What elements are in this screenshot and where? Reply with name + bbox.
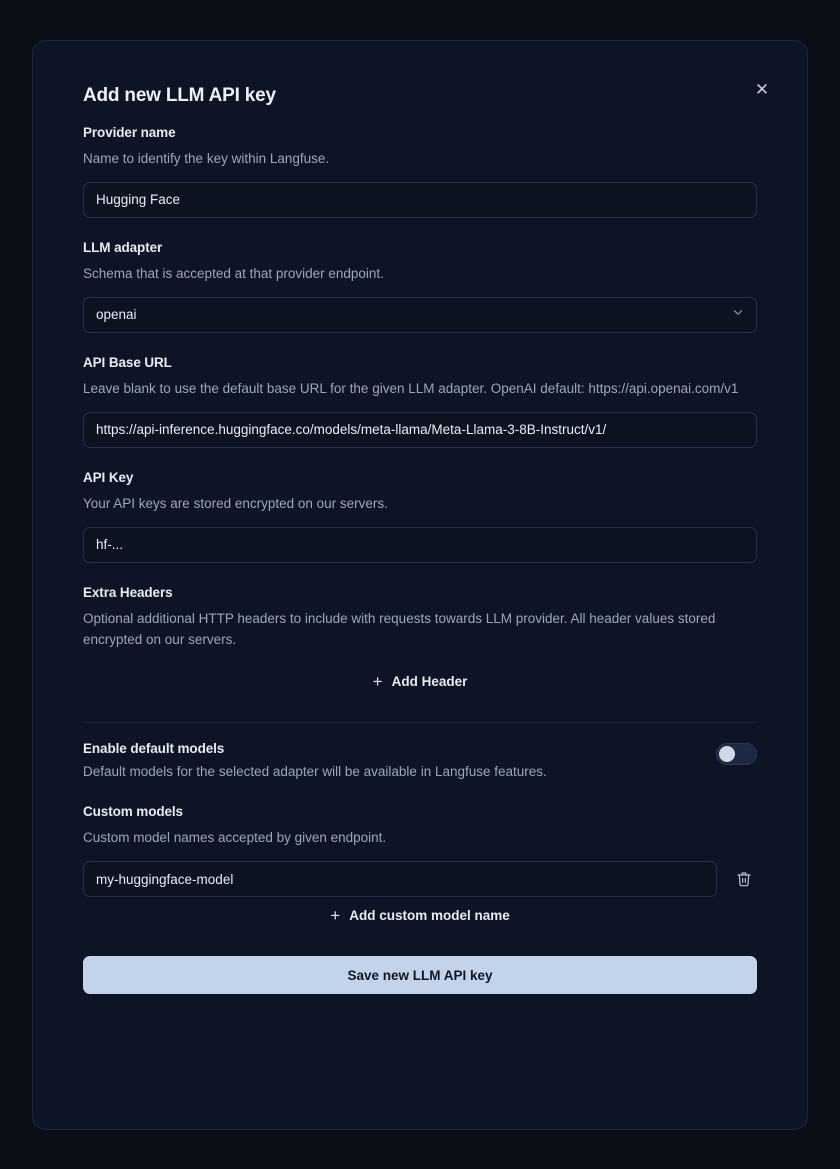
plus-icon: + <box>372 671 383 691</box>
add-custom-model-button[interactable] <box>83 897 757 934</box>
plus-icon: + <box>330 906 341 926</box>
custom-model-row <box>83 861 757 897</box>
add-header-label: Add Header <box>391 673 468 689</box>
api-base-url-field <box>83 355 757 448</box>
custom-models-field <box>83 804 757 934</box>
api-base-url-label: API Base URL <box>83 354 172 370</box>
enable-default-models-toggle[interactable] <box>716 743 757 765</box>
add-header-button[interactable] <box>83 663 757 700</box>
provider-name-description: Name to identify the key within Langfuse. <box>83 151 330 166</box>
api-key-description: Your API keys are stored encrypted on our servers. <box>83 495 388 511</box>
divider <box>83 722 757 723</box>
enable-default-models-label: Enable default models <box>83 740 225 756</box>
trash-icon[interactable] <box>731 866 757 892</box>
custom-model-input[interactable] <box>83 861 717 897</box>
provider-name-input[interactable] <box>83 182 757 218</box>
toggle-knob <box>719 746 735 762</box>
enable-default-models-description: Default models for the selected adapter will be available in Langfuse features. <box>83 763 547 779</box>
extra-headers-field <box>83 585 757 700</box>
api-base-url-input[interactable] <box>83 412 757 448</box>
save-llm-api-key-button[interactable]: Save new LLM API key <box>83 956 757 994</box>
extra-headers-description: Optional additional HTTP headers to include with requests towards LLM provider. All header values stored encrypted on our servers. <box>83 610 716 647</box>
llm-adapter-label: LLM adapter <box>83 239 163 255</box>
add-custom-model-label: Add custom model name <box>349 908 510 924</box>
llm-adapter-field <box>83 240 757 333</box>
llm-adapter-select[interactable] <box>83 297 757 333</box>
api-key-input[interactable] <box>83 527 757 563</box>
custom-models-description: Custom model names accepted by given endpoint. <box>83 830 387 846</box>
llm-adapter-description: Schema that is accepted at that provider endpoint. <box>83 265 384 281</box>
close-icon[interactable]: ✕ <box>751 79 773 101</box>
api-key-field <box>83 470 757 563</box>
api-key-label: API Key <box>83 469 134 485</box>
dialog-title: Add new LLM API key <box>83 85 276 106</box>
enable-default-models-row <box>83 741 757 783</box>
api-base-url-description: Leave blank to use the default base URL for the given LLM adapter. OpenAI default: https://api.openai.com/v1 <box>83 380 739 396</box>
provider-name-label: Provider name <box>83 125 176 140</box>
llm-adapter-value[interactable] <box>83 297 757 333</box>
provider-name-field <box>83 125 757 218</box>
add-llm-api-key-dialog <box>32 40 808 1130</box>
custom-models-label: Custom models <box>83 804 183 820</box>
extra-headers-label: Extra Headers <box>83 584 173 600</box>
